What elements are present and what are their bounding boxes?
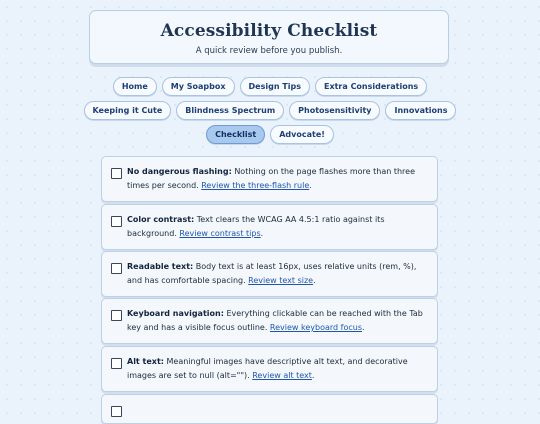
- nav-extra-considerations-button[interactable]: Extra Considerations: [315, 77, 427, 96]
- checklist-item: [101, 156, 438, 202]
- item-end: .: [313, 276, 316, 285]
- item-link[interactable]: Review text size: [248, 276, 314, 285]
- nav-advocate-button[interactable]: Advocate!: [270, 125, 334, 144]
- item-end: .: [311, 371, 315, 380]
- nav-checklist-button[interactable]: Checklist: [206, 125, 265, 144]
- item-text: Everything clickable can be reached with the Tab key and has a visible focus outline.: [127, 309, 423, 332]
- checklist-checkbox[interactable]: [111, 358, 122, 369]
- item-text: Meaningful images have descriptive alt text, and decorative images are set to null (alt="").: [127, 357, 408, 380]
- page-header: [89, 10, 449, 64]
- item-heading: No dangerous flashing:: [127, 167, 232, 176]
- page-title: Accessibility Checklist: [160, 21, 378, 41]
- item-text: Nothing on the page flashes more than three times per second.: [127, 167, 415, 190]
- item-link[interactable]: Review keyboard focus: [269, 323, 362, 332]
- item-link[interactable]: Review the three-flash rule: [201, 181, 310, 190]
- item-end: .: [260, 229, 264, 238]
- checklist-checkbox[interactable]: [111, 168, 122, 179]
- checklist-checkbox[interactable]: [111, 406, 122, 417]
- checklist-checkbox[interactable]: [111, 310, 122, 321]
- nav-row-2: [0, 101, 540, 120]
- nav-photosensitivity-button[interactable]: Photosensitivity: [289, 101, 380, 120]
- nav-innovations-button[interactable]: Innovations: [385, 101, 456, 120]
- nav-design-tips-button[interactable]: Design Tips: [240, 77, 310, 96]
- item-heading: Color contrast:: [127, 215, 195, 224]
- nav-home-button[interactable]: Home: [113, 77, 157, 96]
- nav-row-1: [0, 77, 540, 96]
- item-link[interactable]: Review contrast tips: [179, 229, 261, 238]
- item-heading: Alt text:: [127, 357, 164, 366]
- nav-keeping-it-cute-button[interactable]: Keeping it Cute: [84, 101, 172, 120]
- item-text: Body text is at least 16px, uses relative units (rem, %), and has comfortable spacing.: [127, 262, 417, 285]
- item-heading: Readable text:: [127, 262, 194, 271]
- nav-row-3: [0, 125, 540, 144]
- checklist-checkbox[interactable]: [111, 263, 122, 274]
- checklist-item: [101, 298, 438, 344]
- page-subtitle: A quick review before you publish.: [195, 46, 343, 56]
- checklist-checkbox[interactable]: [111, 216, 122, 227]
- item-end: .: [309, 181, 312, 190]
- item-text: Text clears the WCAG AA 4.5:1 ratio against its background.: [127, 215, 385, 238]
- checklist-item: [101, 394, 438, 424]
- checklist-item: [101, 251, 438, 297]
- item-link[interactable]: Review alt text: [252, 371, 312, 380]
- item-heading: Keyboard navigation:: [127, 309, 224, 318]
- checklist-item: [101, 346, 438, 392]
- item-end: .: [362, 323, 365, 332]
- nav-blindness-spectrum-button[interactable]: Blindness Spectrum: [176, 101, 284, 120]
- nav-my-soapbox-button[interactable]: My Soapbox: [162, 77, 235, 96]
- checklist-item: [101, 204, 438, 250]
